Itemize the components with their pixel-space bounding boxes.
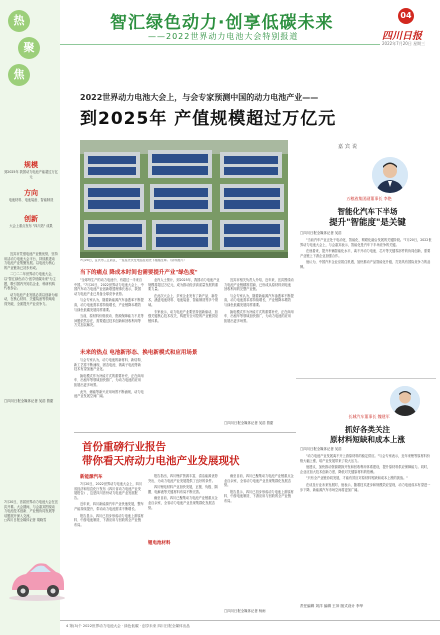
paragraph: 他建议，加快推动资源勘探开发和回收利用体系建设，提升原材料供应保障能力。同时，企业应加大技术创新力度，降低对关键原材料的依赖。 [300,465,431,474]
paragraph: 截至目前，四川已聚集动力电池产业链重点企业百余家，全省动力电池产业呈现集群化发展态势。 [224,474,294,488]
rail-tag-hot: 热 [8,10,30,32]
paragraph: 近年来，四川新能源汽车产业快速发展，整车产能持续提升，带动动力电池需求不断增长。 [74,502,144,511]
editor-credits: 责任编辑 刘洋 编辑 王冲 版式设计 李华 [300,604,364,608]
rail-highlight [4,500,58,544]
main-headline: 到2025年 产值规模超过万亿元 [80,109,337,129]
paragraph: 与会专家认为，随着新能源汽车渗透率不断提高，动力电池需求将持续增长，产业链降本增效与绿色低碳发展同样重要。 [224,293,294,307]
rail-paragraph: □四川日报全媒体记者 胡晓雪 [4,518,47,523]
paragraph: 当前，原材料价格波动、资源保障能力不足等问题依然存在，需要通过技术创新和回收利用等方式加以解决。 [74,314,144,328]
article-signature: □四川日报全媒体记者 吴浩 曾甜 [224,421,274,425]
report-headline [82,440,240,468]
paragraph: 四川锂电材料产业加快发展，正极、负极、隔膜、电解液等关键材料布局不断完善。 [148,485,218,494]
rail-tag-focus-2: 焦 [8,64,30,86]
rail-paragraph: 动力电池产业发展必须以创新为驱动，在核心材料、关键装备等领域取得突破，全面提升产业竞争力。 [4,292,58,306]
paragraph: "动力电池产业发展离不开上游原材料的稳定供应。"与会专家表示，近年来锂等原材料价格大幅上涨，给产业发展带来了较大压力。 [300,454,431,463]
paragraph: 7月20日，2022世界动力电池大会上，四川省经济和信息化厅发布《四川省动力电池产业发展报告》，这是四川首份动力电池产业发展报告。 [74,482,143,500]
paragraph: 在此次大会上，多家企业发布了新产品、新技术，涵盖电池材料、电池装备、智能制造等多个领域。 [148,293,219,307]
paragraph: 在谈及行业未来发展时，他表示，随着技术进步和规模效应显现，动力电池成本有望进一步下降，新能源汽车市场空间将更加广阔。 [300,482,431,492]
photo-caption: 7月20日，宜宾市三江新区，一座座光伏发电站在阳光下熠熠生辉。（资料图片） [80,259,187,262]
interviewee-portrait [372,157,408,193]
masthead [60,0,440,50]
rail-paragraph: 宜宾市凭借电池产业链优势，坚持用活动力电池大会平台，持续推进动力电池产业集聚发展。以电池为核心的产业链条已初步形成。 [4,252,58,270]
paragraph: 与会专家认为，随着新能源汽车渗透率不断提高，动力电池需求将持续增长，产业链降本增效与绿色低碳发展同样重要。 [74,298,144,312]
report-subsection-heading: 新能源汽车 [80,475,103,480]
rail-column-text [4,252,58,352]
paragraph: 与会专家认为，动力电池的新材料、新结构、新工艺将不断涌现，固态电池、钠离子电池等新技术有望加速产业化。 [74,358,144,372]
masthead-title: 智汇绿色动力·创享低碳未来 [110,13,334,33]
paragraph: 此外，储能等新兴应用场景不断涌现，动力电池产业发展空间广阔。 [74,389,144,399]
masthead-rule [60,44,380,45]
interview-byline-2: 长城汽车董事长 魏建军 [348,414,390,419]
right-divider [296,378,436,379]
solar-roof-photo [80,140,288,258]
left-rail [0,0,60,635]
person-avatar-icon [390,386,420,416]
rail-section-text: 大会上重点发布 "四川造" 成果 [9,224,53,228]
interview-2-body [300,454,432,600]
paragraph: 在他看来，提升车辆智能化水平，离不开动力电池、芯片等关键零部件的协同创新，需要产业链上下游企业加强合作。 [300,249,431,258]
paragraph: 专家表示，动力电池产业要坚持创新驱动，加强关键核心技术攻关，构建安全可控的产业链供应链体系。 [148,309,219,323]
person-avatar-icon [372,157,408,193]
report-column [224,474,294,606]
rail-section-title: 规模 [24,161,38,169]
report-headline-line-1: 首份重磅行业报告 [82,441,166,453]
paragraph: 换电模式作为补能方式的重要补充，正在商用车、出租车等领域加快推广，为动力电池的应用拓展出更多场景。 [74,373,144,387]
text-column [74,278,144,344]
rail-tag-focus-1: 聚 [18,37,40,59]
section-heading: 未来的热点 电池新形态、换电新模式和应用场景 [80,350,198,356]
paragraph: "只有全产业链协同发展，才能有效应对原材料短缺和成本上涨的挑战。" [306,476,408,481]
section-divider [74,432,296,433]
text-column [148,278,220,418]
report-headline-line-2: 带你看天府动力电池产业发展现状 [82,455,240,467]
rail-paragraph: 7月20日，首届世界动力电池大会在宜宾开幕。大会期间，与会嘉宾围绕动力电池技术创新、产业链协同发展等话题展开深入交流。 [4,500,58,518]
pink-car-illustration [6,548,68,604]
paragraph: 业内人士预计，到2025年，我国动力电池产业规模将超过万亿元，成为推动经济高质量发展的重要力量。 [148,278,220,292]
rail-section-title: 创新 [24,215,38,223]
page-number-badge: 04 [398,8,414,24]
interview-headline-2: 提升"智能度"是关键 [329,218,406,228]
interview-headline-1: 智能化汽车下半场 [337,207,398,216]
interview-2-signature: □四川日报全媒体记者 吴浩 [300,447,342,451]
interviewee-portrait-2 [390,386,420,416]
paragraph: 截至目前，四川已聚集动力电池产业链重点企业百余家，全省动力电池产业呈现集群化发展态势。 [148,496,218,510]
interview-2-headline-1: 抓好各类关注 [345,425,390,434]
page-footer: 4 第(3)个 2022世界动力电池大会 · 绿色低碳 · 创享未来 四川日报全媒体出品 [60,620,440,635]
paragraph: 换电模式作为补能方式的重要补充，正在商用车、出租车等领域加快推广，为动力电池的应用拓展出更多场景。 [224,309,294,323]
interview-tag: 嘉宾说 [338,144,360,150]
section-heading: 当下的痛点 降成本时间也需要提升产业"绿色度" [80,270,198,276]
paragraph: 宜宾市相关负责人介绍，近年来，宜宾围绕动力电池产业链精准招商，已形成从原材料到电池回收利用的完整产业链。 [224,278,294,292]
paragraph: "当前汽车产业正处于电动化、智能化、网联化融合发展的关键阶段。"7月20日，2022世界动力电池大会上，与会嘉宾表示，智能化是汽车下半场竞争的关键。 [300,238,432,247]
rail-paragraph: 二〇二二年世界动力电池大会，以"智汇绿色动力·创享低碳未来"为主题，吸引国内外知名企业、科研机构代表参会。 [4,272,56,291]
interview-body [300,238,432,368]
solar-panels-image [80,140,288,258]
paragraph: "全球每生产的动力电池中，有超过一半来自中国。"7月20日，2022世界动力电池大会上，中国汽车动力电池产业创新联盟理事长表示，我国动力电池产业已具备全球竞争优势。 [74,278,144,296]
headline-kicker: 2022世界动力电池大会上，与会专家预测中国的动力电池产业—— [80,93,319,102]
text-column [74,358,144,418]
rail-section-text: 电池材料、电池装备、智能制造 [8,198,54,202]
report-subsection-heading: 锂电池材料 [148,541,171,546]
report-column [74,482,144,612]
text-column [224,278,294,418]
rail-section-text: 到2025年 我国动力电池产能超过万亿元 [4,170,58,179]
interview-byline: 五粮液集团副董事长 李艳 [346,196,392,201]
interview-2-headline-2: 原材料短缺和成本上涨 [330,435,405,444]
issue-date: 2022年7月20日 星期三 [382,41,426,46]
paragraph: 报告显示，四川已初步形成动力电池上游原材料、中游电池制造、下游应用与回收的全产业链布局。 [74,513,144,527]
masthead-subtitle: ——2022世界动力电池大会特别报道 [148,32,299,41]
report-signature: □四川日报全媒体记者 杨雨 [224,609,266,613]
rail-signature: □四川日报全媒体记者 吴浩 曾甜 [4,399,54,403]
interview-signature: □四川日报全媒体记者 吴浩 [300,231,342,235]
paragraph: 他认为，中国汽车企业应抓住机遇，加快推动产品智能化升级，打造具有国际竞争力的品牌。 [300,260,431,269]
rail-section-title: 方向 [24,189,38,197]
paragraph: 报告显示，四川已初步形成动力电池上游原材料、中游电池制造、下游应用与回收的全产业链布局。 [224,489,294,503]
paragraph: 报告指出，四川锂矿资源丰富，清洁能源优势突出，为动力电池产业发展提供了良好的条件。 [148,474,218,483]
newspaper-name: 四川日报 [382,31,422,42]
